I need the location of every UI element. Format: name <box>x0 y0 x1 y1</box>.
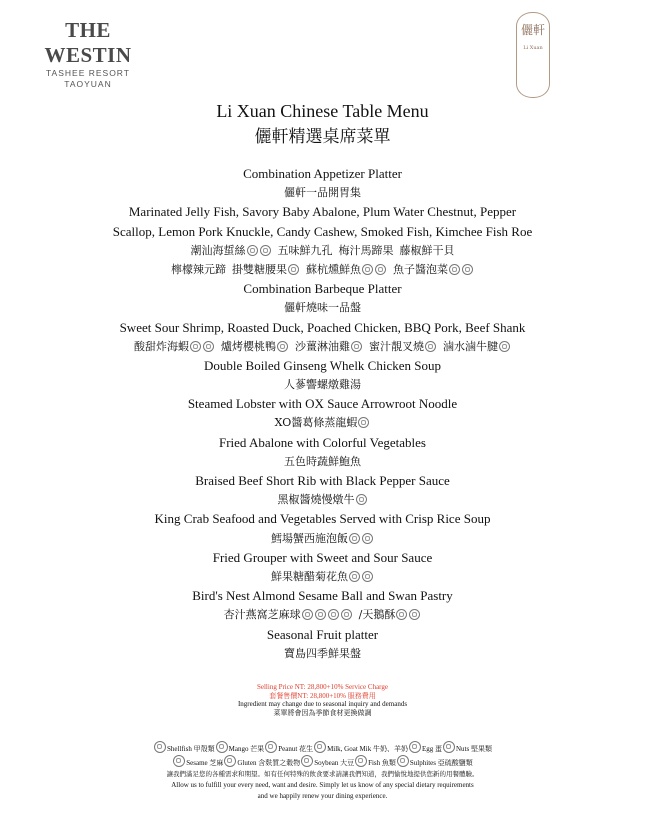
egg-icon <box>409 609 420 620</box>
closing-note-cn: 讓我們滿足您的各種需求和期望。如有任何特殊的飲食要求請讓我們知道，我們愉悅地提供您新的用餐體驗。 <box>166 770 479 778</box>
menu-line: Double Boiled Ginseng Whelk Chicken Soup <box>204 357 441 373</box>
legend-label: Sesame 芝麻 <box>186 759 224 767</box>
legend-label: Milk, Goat Mik 牛奶、羊奶 <box>327 745 408 753</box>
dish-name-cn: 梅汁馬蹄果 <box>338 243 394 257</box>
menu-line <box>0 241 645 260</box>
milk-icon <box>314 741 326 753</box>
dish-name-cn: /天鵝酥 <box>358 608 396 622</box>
menu-title-en: Li Xuan Chinese Table Menu <box>216 101 429 121</box>
milk-icon <box>356 494 367 505</box>
legend-row <box>0 741 645 755</box>
sesame-icon <box>173 755 185 767</box>
menu-line: Combination Barbeque Platter <box>243 281 402 297</box>
menu-line <box>0 260 645 279</box>
gluten-icon <box>449 264 460 275</box>
sulphites-icon <box>397 755 409 767</box>
shellfish-icon <box>349 533 360 544</box>
dish-name-cn: 鱈場蟹西施泡飯 <box>271 531 348 545</box>
menu-line: 五色時蔬鮮鮑魚 <box>284 454 361 468</box>
sulphites-icon <box>362 571 373 582</box>
nuts-icon <box>288 264 299 275</box>
dish-name-cn: 五味鮮九孔 <box>277 243 333 257</box>
ingredient-note-cn: 菜單將會因為季節食材更換做調 <box>273 708 372 717</box>
menu-line: Bird's Nest Almond Sesame Ball and Swan Pastry <box>192 588 453 604</box>
dish-name-cn: 鮮果糖醋菊花魚 <box>271 569 348 583</box>
closing-note-en-1: Allow us to fulfill your every need, want and desire. Simply let us know of any special dietary requirements <box>171 781 474 789</box>
peanut-icon <box>277 341 288 352</box>
legend-label: Egg 蛋 <box>421 745 442 753</box>
mango-icon <box>203 341 214 352</box>
ingredient-note-en: Ingredient may change due to seasonal inquiry and demands <box>237 700 408 708</box>
menu-line: Seasonal Fruit platter <box>266 626 379 642</box>
price-en: Selling Price NT: 28,800+10% Service Charge <box>256 683 388 691</box>
gluten-icon <box>247 245 258 256</box>
soybean-icon <box>425 341 436 352</box>
sesame-icon <box>302 609 313 620</box>
westin-logo <box>30 18 146 90</box>
menu-list <box>0 164 645 663</box>
menu-line <box>0 413 645 432</box>
soybean-icon <box>499 341 510 352</box>
milk-icon <box>341 609 352 620</box>
nuts-icon <box>443 741 455 753</box>
menu-line: King Crab Seafood and Vegetables Served with Crisp Rice Soup <box>154 511 491 527</box>
egg-icon <box>409 741 421 753</box>
menu-line: 儷軒一品開胃集 <box>284 186 361 200</box>
soybean-icon <box>362 264 373 275</box>
legend-label: Fish 魚類 <box>368 759 396 767</box>
dish-name-cn: 檸檬辣元蹄 <box>171 262 226 276</box>
gluten-icon <box>396 609 407 620</box>
legend-label: Peanut 花生 <box>278 745 314 753</box>
soybean-icon <box>301 755 313 767</box>
menu-line: Fried Abalone with Colorful Vegetables <box>218 434 426 450</box>
dish-name-cn: 蜜汁靚叉燒 <box>369 339 424 353</box>
closing-note-en-2: and we happily renew your dining experience. <box>257 792 388 800</box>
dish-name-cn: 潮汕海蜇絲 <box>190 243 246 257</box>
menu-title-cn: 儷軒精選桌席菜單 <box>254 127 391 147</box>
fish-icon <box>362 533 373 544</box>
menu-line: Steamed Lobster with OX Sauce Arrowroot Noodle <box>187 396 458 412</box>
egg-icon <box>315 609 326 620</box>
soybean-icon <box>351 341 362 352</box>
shellfish-icon <box>358 417 369 428</box>
city-name: TAOYUAN <box>64 79 112 89</box>
menu-line: Combination Appetizer Platter <box>243 166 402 181</box>
menu-line: Braised Beef Short Rib with Black Pepper Sauce <box>195 473 450 488</box>
legend-label: Nuts 堅果類 <box>455 745 492 753</box>
restaurant-logo-en: Li Xuan <box>523 45 543 51</box>
dish-name-cn: 藤椒鮮干貝 <box>399 243 455 257</box>
menu-line: Scallop, Lemon Pork Knuckle, Candy Cashew, Smoked Fish, Kimchee Fish Roe <box>112 223 533 239</box>
dish-name-cn: 滷水滷牛腱 <box>443 339 498 353</box>
menu-line: Fried Grouper with Sweet and Sour Sauce <box>212 549 433 565</box>
gluten-icon <box>224 755 236 767</box>
resort-name: TASHEE RESORT <box>45 68 130 78</box>
menu-line <box>0 529 645 548</box>
menu-line <box>0 337 645 356</box>
legend-label: Sulphites 亞硫酸鹽類 <box>409 759 473 767</box>
dish-name-cn: 魚子醬泡菜 <box>393 262 448 276</box>
menu-line: Marinated Jelly Fish, Savory Baby Abalone, Plum Water Chestnut, Pepper <box>128 204 517 220</box>
dish-name-cn: XO醬葛條蒸龍蝦 <box>274 416 358 430</box>
legend-label: Gluten 含麩質之穀物 <box>237 759 301 767</box>
dish-name-cn: 掛雙糖腰果 <box>232 262 287 276</box>
allergen-legend <box>0 741 645 802</box>
shellfish-icon <box>190 341 201 352</box>
fish-icon <box>375 264 386 275</box>
dish-name-cn: 爐烤櫻桃鴨 <box>221 339 276 353</box>
legend-label: Mango 芒果 <box>228 745 265 753</box>
menu-line <box>0 490 645 509</box>
dish-name-cn: 蘇杭燻鮮魚 <box>306 262 361 276</box>
nuts-icon <box>328 609 339 620</box>
fish-icon <box>355 755 367 767</box>
dish-name-cn: 沙薑淋油雞 <box>295 339 350 353</box>
menu-line: 寶島四季鮮果盤 <box>284 646 361 660</box>
menu-line <box>0 567 645 586</box>
soybean-icon <box>260 245 271 256</box>
menu-line: Sweet Sour Shrimp, Roasted Duck, Poached Chicken, BBQ Pork, Beef Shank <box>119 319 526 335</box>
mango-icon <box>216 741 228 753</box>
price-cn: 套餐售價NT: 28,800+10% 服務費用 <box>269 691 376 700</box>
dish-name-cn: 酸甜炸海蝦 <box>134 339 189 353</box>
legend-label: Shellfish 甲殼類 <box>167 745 215 753</box>
restaurant-logo-cn: 儷軒 <box>520 23 545 37</box>
dish-name-cn: 黑椒醬燒慢燉牛 <box>277 493 355 507</box>
menu-line: 儷軒燒味一品盤 <box>284 301 361 315</box>
brand-name: THE WESTIN <box>44 18 132 67</box>
legend-label: Soybean 大豆 <box>314 759 355 767</box>
legend-row <box>0 755 645 769</box>
menu-line <box>0 605 645 624</box>
li-xuan-logo <box>516 12 550 98</box>
shellfish-icon <box>154 741 166 753</box>
price-block <box>0 683 645 717</box>
fish-icon <box>349 571 360 582</box>
menu-line: 人蔘響螺燉雞湯 <box>284 378 361 392</box>
fish-icon <box>462 264 473 275</box>
peanut-icon <box>265 741 277 753</box>
dish-name-cn: 杏汁燕窩芝麻球 <box>223 608 301 622</box>
